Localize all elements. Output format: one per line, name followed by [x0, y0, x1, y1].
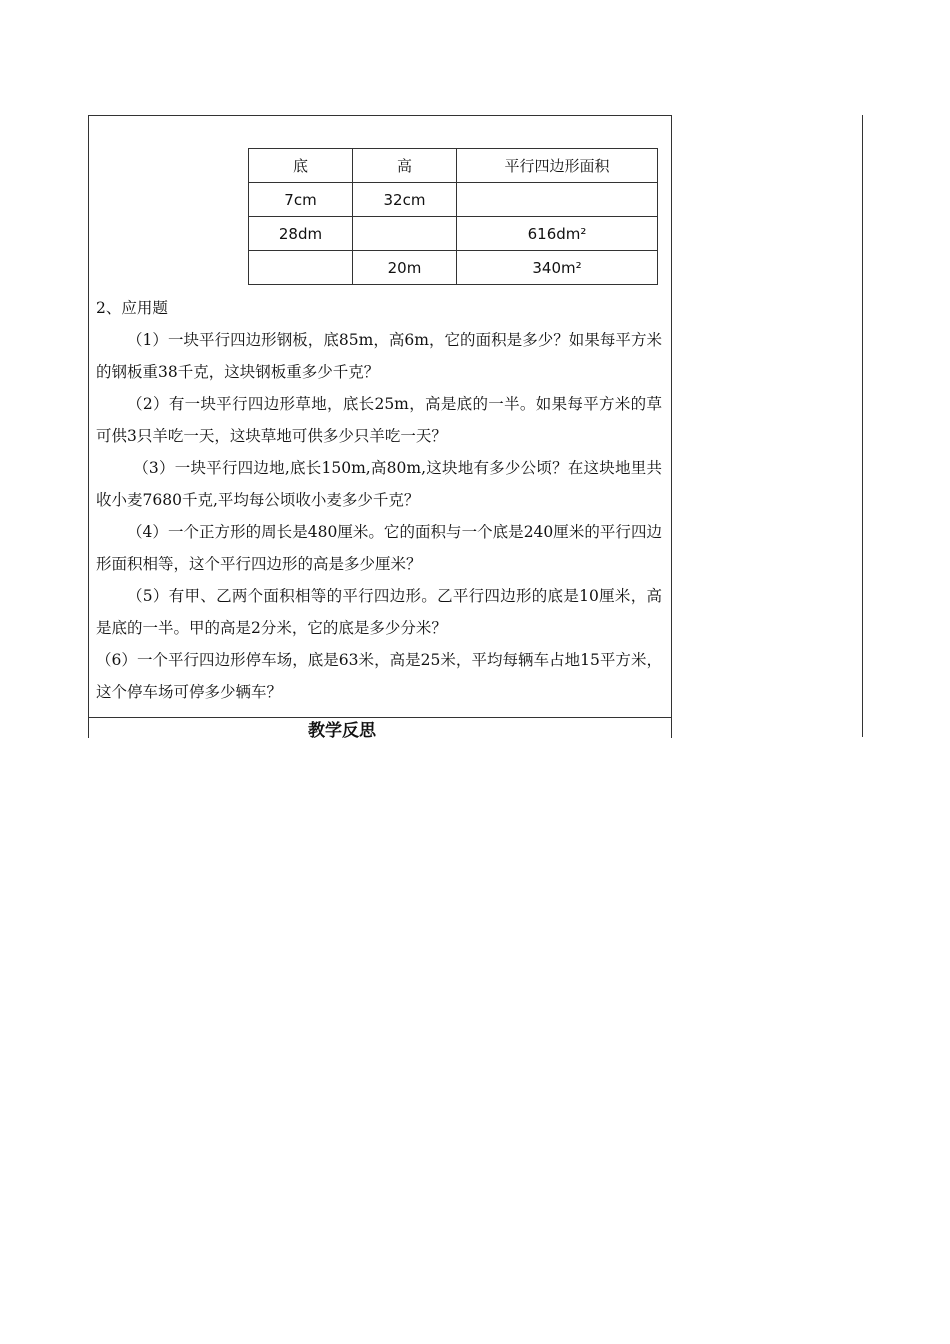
table-row: [249, 217, 658, 251]
table-cell: 616dm²: [457, 217, 658, 251]
table-cell: 20m: [353, 251, 457, 285]
application-problems: [96, 292, 662, 708]
parallelogram-table: [248, 148, 658, 285]
problem-3: （3）一块平行四边地,底长150m,高80m,这块地有多少公顷？在这块地里共收小麦7680千克,平均每公顷收小麦多少千克？: [96, 459, 662, 509]
problem-1: （1）一块平行四边形钢板，底85m，高6m，它的面积是多少？如果每平方米的钢板重38千克，这块钢板重多少千克？: [96, 331, 662, 381]
section-heading: 2、应用题: [96, 299, 168, 317]
table-header-row: [249, 149, 658, 183]
right-border-line: [862, 115, 863, 737]
table-row: [249, 251, 658, 285]
table-cell: [457, 183, 658, 217]
problem-6: （6）一个平行四边形停车场，底是63米，高是25米，平均每辆车占地15平方米，这个停车场可停多少辆车？: [96, 651, 662, 701]
table-cell: 7cm: [249, 183, 353, 217]
reflection-title: 教学反思: [308, 721, 376, 741]
table-cell: [249, 251, 353, 285]
problem-5: （5）有甲、乙两个面积相等的平行四边形。乙平行四边形的底是10厘米，高是底的一半。甲的高是2分米，它的底是多少分米？: [96, 587, 662, 637]
table-cell: 28dm: [249, 217, 353, 251]
table-cell: 340m²: [457, 251, 658, 285]
section-divider: [88, 717, 671, 718]
header-height: 高: [353, 149, 457, 183]
table-cell: [353, 217, 457, 251]
problem-4: （4）一个正方形的周长是480厘米。它的面积与一个底是240厘米的平行四边形面积相等，这个平行四边形的高是多少厘米？: [96, 523, 662, 573]
table-cell: 32cm: [353, 183, 457, 217]
header-base: 底: [249, 149, 353, 183]
header-area: 平行四边形面积: [457, 149, 658, 183]
problem-2: （2）有一块平行四边形草地，底长25m，高是底的一半。如果每平方米的草可供3只羊吃一天，这块草地可供多少只羊吃一天？: [96, 395, 662, 445]
table-row: [249, 183, 658, 217]
